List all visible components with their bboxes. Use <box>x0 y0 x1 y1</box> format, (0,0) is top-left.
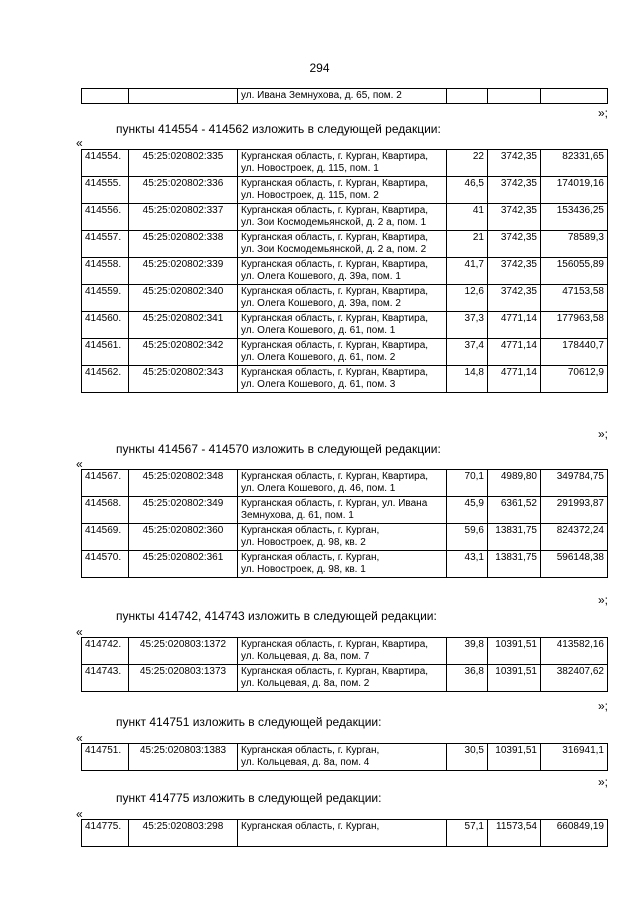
section-instruction: пункты 414742, 414743 изложить в следующей редакции: <box>116 609 437 623</box>
cadastral-number: 45:25:020802:361 <box>129 551 238 578</box>
cadastral-value: 824372,24 <box>541 524 608 551</box>
address <box>238 285 447 312</box>
section-instruction: пункты 414567 - 414570 изложить в следующей редакции: <box>116 442 441 456</box>
cadastral-value: 382407,62 <box>541 665 608 692</box>
section-table <box>81 743 608 771</box>
row-number: 414567. <box>82 470 129 497</box>
rate-value: 3742,35 <box>488 177 541 204</box>
table-row <box>82 524 608 551</box>
table-row <box>82 665 608 692</box>
table-cell <box>82 89 129 104</box>
cadastral-number: 45:25:020803:1372 <box>129 638 238 665</box>
top-table <box>81 88 608 104</box>
cadastral-number: 45:25:020802:338 <box>129 231 238 258</box>
address <box>238 744 447 771</box>
rate-value: 3742,35 <box>488 150 541 177</box>
table-row <box>82 820 608 847</box>
row-number: 414562. <box>82 366 129 393</box>
address <box>238 470 447 497</box>
open-quote: « <box>76 731 83 745</box>
cadastral-number: 45:25:020802:341 <box>129 312 238 339</box>
address <box>238 820 447 847</box>
area-value: 70,1 <box>447 470 488 497</box>
address <box>238 497 447 524</box>
rate-value: 13831,75 <box>488 551 541 578</box>
rate-value: 10391,51 <box>488 638 541 665</box>
address <box>238 524 447 551</box>
cadastral-value: 177963,58 <box>541 312 608 339</box>
area-value: 22 <box>447 150 488 177</box>
cadastral-value: 156055,89 <box>541 258 608 285</box>
rate-value: 4771,14 <box>488 312 541 339</box>
cadastral-number: 45:25:020803:1373 <box>129 665 238 692</box>
address-line-1: Курганская область, г. Курган, <box>241 525 380 536</box>
address <box>238 204 447 231</box>
row-number: 414569. <box>82 524 129 551</box>
cadastral-value: 178440,7 <box>541 339 608 366</box>
section-table <box>81 819 608 847</box>
address-line-2: ул. Зои Космодемьянской, д. 2 а, пом. 2 <box>241 244 427 255</box>
cadastral-number: 45:25:020802:337 <box>129 204 238 231</box>
area-value: 45,9 <box>447 497 488 524</box>
address <box>238 258 447 285</box>
area-value: 43,1 <box>447 551 488 578</box>
address-line-2: Земнухова, д. 61, пом. 1 <box>241 510 354 521</box>
row-number: 414570. <box>82 551 129 578</box>
cadastral-number: 45:25:020802:335 <box>129 150 238 177</box>
area-value: 59,6 <box>447 524 488 551</box>
section-table <box>81 469 608 578</box>
open-quote: « <box>76 136 83 150</box>
address-line-2 <box>241 833 443 845</box>
address-line-1: Курганская область, г. Курган, Квартира, <box>241 666 429 677</box>
cadastral-number: 45:25:020802:336 <box>129 177 238 204</box>
address-line-2: ул. Олега Кошевого, д. 39а, пом. 1 <box>241 271 401 282</box>
address <box>238 551 447 578</box>
row-number: 414558. <box>82 258 129 285</box>
row-number: 414554. <box>82 150 129 177</box>
cadastral-value: 174019,16 <box>541 177 608 204</box>
table-row <box>82 177 608 204</box>
table-cell <box>488 89 541 104</box>
area-value: 14,8 <box>447 366 488 393</box>
address <box>238 312 447 339</box>
row-number: 414560. <box>82 312 129 339</box>
row-number: 414743. <box>82 665 129 692</box>
address-line-1: Курганская область, г. Курган, <box>241 552 380 563</box>
table-row <box>82 470 608 497</box>
address-line-2: ул. Кольцевая, д. 8а, пом. 7 <box>241 651 370 662</box>
address-line-1: Курганская область, г. Курган, ул. Ивана <box>241 498 428 509</box>
page-number: 294 <box>309 61 330 75</box>
row-number: 414742. <box>82 638 129 665</box>
address-line-2: ул. Олега Кошевого, д. 61, пом. 3 <box>241 379 396 390</box>
cadastral-number: 45:25:020802:342 <box>129 339 238 366</box>
address-line-1: Курганская область, г. Курган, Квартира, <box>241 340 429 351</box>
table-row <box>82 231 608 258</box>
table-cell: ул. Ивана Земнухова, д. 65, пом. 2 <box>238 89 447 104</box>
row-number: 414557. <box>82 231 129 258</box>
address-line-1: Курганская область, г. Курган, Квартира, <box>241 205 429 216</box>
section-instruction: пункт 414775 изложить в следующей редакции: <box>116 791 382 805</box>
rate-value: 3742,35 <box>488 204 541 231</box>
cadastral-number: 45:25:020802:339 <box>129 258 238 285</box>
rate-value: 3742,35 <box>488 285 541 312</box>
address-line-1: Курганская область, г. Курган, Квартира, <box>241 313 429 324</box>
row-number: 414775. <box>82 820 129 847</box>
table-cell <box>541 89 608 104</box>
area-value: 57,1 <box>447 820 488 847</box>
section-table <box>81 149 608 393</box>
table-row <box>82 204 608 231</box>
cadastral-value: 153436,25 <box>541 204 608 231</box>
open-quote: « <box>76 457 83 471</box>
address-line-2: ул. Олега Кошевого, д. 61, пом. 2 <box>241 352 396 363</box>
row-number: 414561. <box>82 339 129 366</box>
cadastral-number: 45:25:020803:298 <box>129 820 238 847</box>
address-line-1: Курганская область, г. Курган, Квартира, <box>241 286 429 297</box>
table-row <box>82 551 608 578</box>
row-number: 414559. <box>82 285 129 312</box>
address-line-1: Курганская область, г. Курган, Квартира, <box>241 259 429 270</box>
open-quote: « <box>76 625 83 639</box>
address <box>238 339 447 366</box>
area-value: 41,7 <box>447 258 488 285</box>
area-value: 30,5 <box>447 744 488 771</box>
cadastral-value: 316941,1 <box>541 744 608 771</box>
area-value: 41 <box>447 204 488 231</box>
table-row <box>82 339 608 366</box>
address-line-2: ул. Зои Космодемьянской, д. 2 а, пом. 1 <box>241 217 427 228</box>
table-row <box>82 744 608 771</box>
address-line-2: ул. Новостроек, д. 115, пом. 1 <box>241 163 379 174</box>
cadastral-value: 47153,58 <box>541 285 608 312</box>
cadastral-value: 349784,75 <box>541 470 608 497</box>
area-value: 37,3 <box>447 312 488 339</box>
address <box>238 150 447 177</box>
table-row <box>82 366 608 393</box>
row-number: 414568. <box>82 497 129 524</box>
address-line-2: ул. Новостроек, д. 98, кв. 2 <box>241 537 366 548</box>
table-row <box>82 312 608 339</box>
address-line-1: Курганская область, г. Курган, Квартира, <box>241 471 429 482</box>
address-line-1: Курганская область, г. Курган, Квартира, <box>241 639 429 650</box>
address-line-2: ул. Олега Кошевого, д. 46, пом. 1 <box>241 483 396 494</box>
address <box>238 177 447 204</box>
cadastral-value: 596148,38 <box>541 551 608 578</box>
table-row <box>82 258 608 285</box>
area-value: 37,4 <box>447 339 488 366</box>
close-quote: »; <box>597 106 608 120</box>
cadastral-value: 70612,9 <box>541 366 608 393</box>
address-line-1: Курганская область, г. Курган, Квартира, <box>241 232 429 243</box>
area-value: 39,8 <box>447 638 488 665</box>
cadastral-value: 82331,65 <box>541 150 608 177</box>
address-line-2: ул. Олега Кошевого, д. 61, пом. 1 <box>241 325 396 336</box>
cadastral-value: 78589,3 <box>541 231 608 258</box>
cadastral-number: 45:25:020802:348 <box>129 470 238 497</box>
rate-value: 11573,54 <box>488 820 541 847</box>
table-row <box>82 89 608 104</box>
area-value: 36,8 <box>447 665 488 692</box>
rate-value: 13831,75 <box>488 524 541 551</box>
rate-value: 4771,14 <box>488 366 541 393</box>
open-quote: « <box>76 807 83 821</box>
rate-value: 6361,52 <box>488 497 541 524</box>
area-value: 46,5 <box>447 177 488 204</box>
cadastral-value: 291993,87 <box>541 497 608 524</box>
rate-value: 4989,80 <box>488 470 541 497</box>
address <box>238 638 447 665</box>
address-line-2: ул. Кольцевая, д. 8а, пом. 4 <box>241 757 370 768</box>
rate-value: 10391,51 <box>488 665 541 692</box>
row-number: 414556. <box>82 204 129 231</box>
table-row <box>82 638 608 665</box>
rate-value: 4771,14 <box>488 339 541 366</box>
table-row <box>82 150 608 177</box>
address-line-2: ул. Кольцевая, д. 8а, пом. 2 <box>241 678 370 689</box>
address <box>238 231 447 258</box>
cadastral-number: 45:25:020802:349 <box>129 497 238 524</box>
rate-value: 3742,35 <box>488 258 541 285</box>
address-line-2: ул. Новостроек, д. 98, кв. 1 <box>241 564 366 575</box>
address-line-2: ул. Новостроек, д. 115, пом. 2 <box>241 190 379 201</box>
address-line-1: Курганская область, г. Курган, Квартира, <box>241 367 429 378</box>
address-line-1: Курганская область, г. Курган, Квартира, <box>241 151 429 162</box>
rate-value: 3742,35 <box>488 231 541 258</box>
row-number: 414751. <box>82 744 129 771</box>
address-line-1: Курганская область, г. Курган, <box>241 745 380 756</box>
cadastral-value: 660849,19 <box>541 820 608 847</box>
section-table <box>81 637 608 692</box>
cadastral-number: 45:25:020802:340 <box>129 285 238 312</box>
address <box>238 665 447 692</box>
cadastral-number: 45:25:020802:360 <box>129 524 238 551</box>
cadastral-number: 45:25:020802:343 <box>129 366 238 393</box>
table-cell <box>129 89 238 104</box>
table-row <box>82 497 608 524</box>
close-quote: »; <box>597 775 608 789</box>
close-quote: »; <box>597 427 608 441</box>
section-instruction: пункты 414554 - 414562 изложить в следующей редакции: <box>116 122 441 136</box>
area-value: 12,6 <box>447 285 488 312</box>
table-cell <box>447 89 488 104</box>
cadastral-number: 45:25:020803:1383 <box>129 744 238 771</box>
address-line-2: ул. Олега Кошевого, д. 39а, пом. 2 <box>241 298 401 309</box>
close-quote: »; <box>597 699 608 713</box>
table-row <box>82 285 608 312</box>
close-quote: »; <box>597 593 608 607</box>
address <box>238 366 447 393</box>
address-line-1: Курганская область, г. Курган, Квартира, <box>241 178 429 189</box>
cadastral-value: 413582,16 <box>541 638 608 665</box>
area-value: 21 <box>447 231 488 258</box>
rate-value: 10391,51 <box>488 744 541 771</box>
section-instruction: пункт 414751 изложить в следующей редакции: <box>116 715 382 729</box>
address-line-1: Курганская область, г. Курган, <box>241 821 380 832</box>
row-number: 414555. <box>82 177 129 204</box>
